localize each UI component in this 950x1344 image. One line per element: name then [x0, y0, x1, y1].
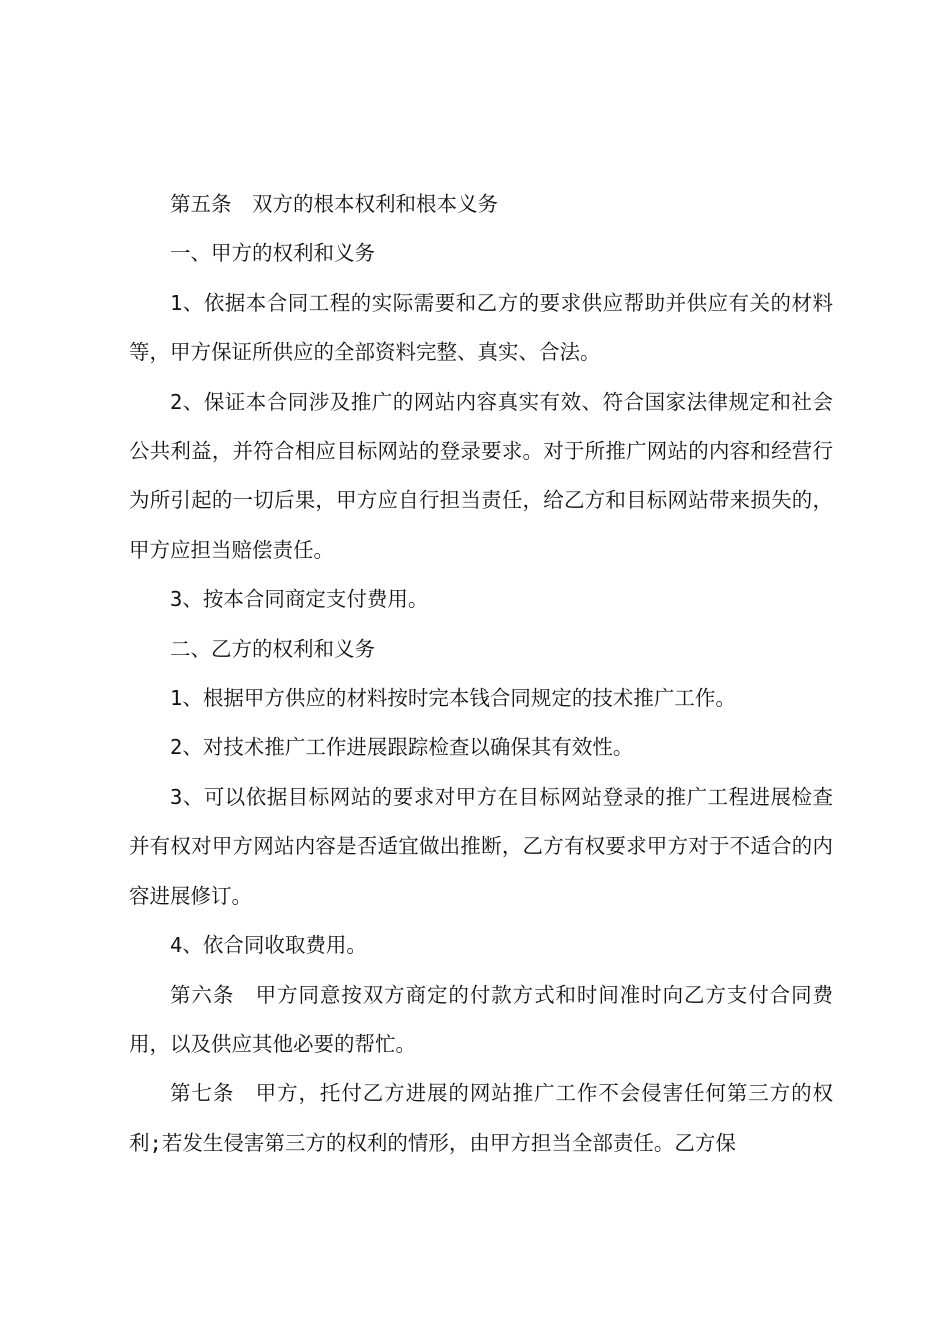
party-a-clause-3: 3、按本合同商定支付费用。: [170, 587, 429, 612]
article-7-paragraph: 第七条 甲方，托付乙方进展的网站推广工作不会侵害任何第三方的权利;若发生侵害第三方的权利的情形，由甲方担当全部责任。乙方保: [129, 1081, 833, 1155]
party-b-clause-2: 2、对技术推广工作进展跟踪检查以确保其有效性。: [170, 735, 634, 760]
party-a-clause-1: 1、依据本合同工程的实际需要和乙方的要求供应帮助并供应有关的材料等，甲方保证所供应的全部资料完整、真实、合法。: [129, 290, 833, 365]
party-b-rights-heading: 二、乙方的权利和义务: [170, 636, 375, 661]
party-b-clause-3: 3、可以依据目标网站的要求对甲方在目标网站登录的推广工程进展检查并有权对甲方网站内容是否适宜做出推断，乙方有权要求甲方对于不适合的内容进展修订。: [129, 784, 833, 908]
article-5-heading: 第五条 双方的根本权利和根本义务: [170, 192, 498, 216]
document-body: [129, 180, 833, 1168]
article-6-paragraph: 第六条 甲方同意按双方商定的付款方式和时间准时向乙方支付合同费用，以及供应其他必要的帮忙。: [129, 982, 833, 1056]
party-a-clause-2: 2、保证本合同涉及推广的网站内容真实有效、符合国家法律规定和社会公共利益，并符合相应目标网站的登录要求。对于所推广网站的内容和经营行为所引起的一切后果，甲方应自行担当责任，给乙方和目标网站带来损失的，甲方应担当赔偿责任。: [129, 389, 833, 562]
party-a-rights-heading: 一、甲方的权利和义务: [170, 241, 375, 266]
party-b-clause-1: 1、根据甲方供应的材料按时完本钱合同规定的技术推广工作。: [170, 686, 736, 711]
party-b-clause-4: 4、依合同收取费用。: [170, 933, 367, 958]
